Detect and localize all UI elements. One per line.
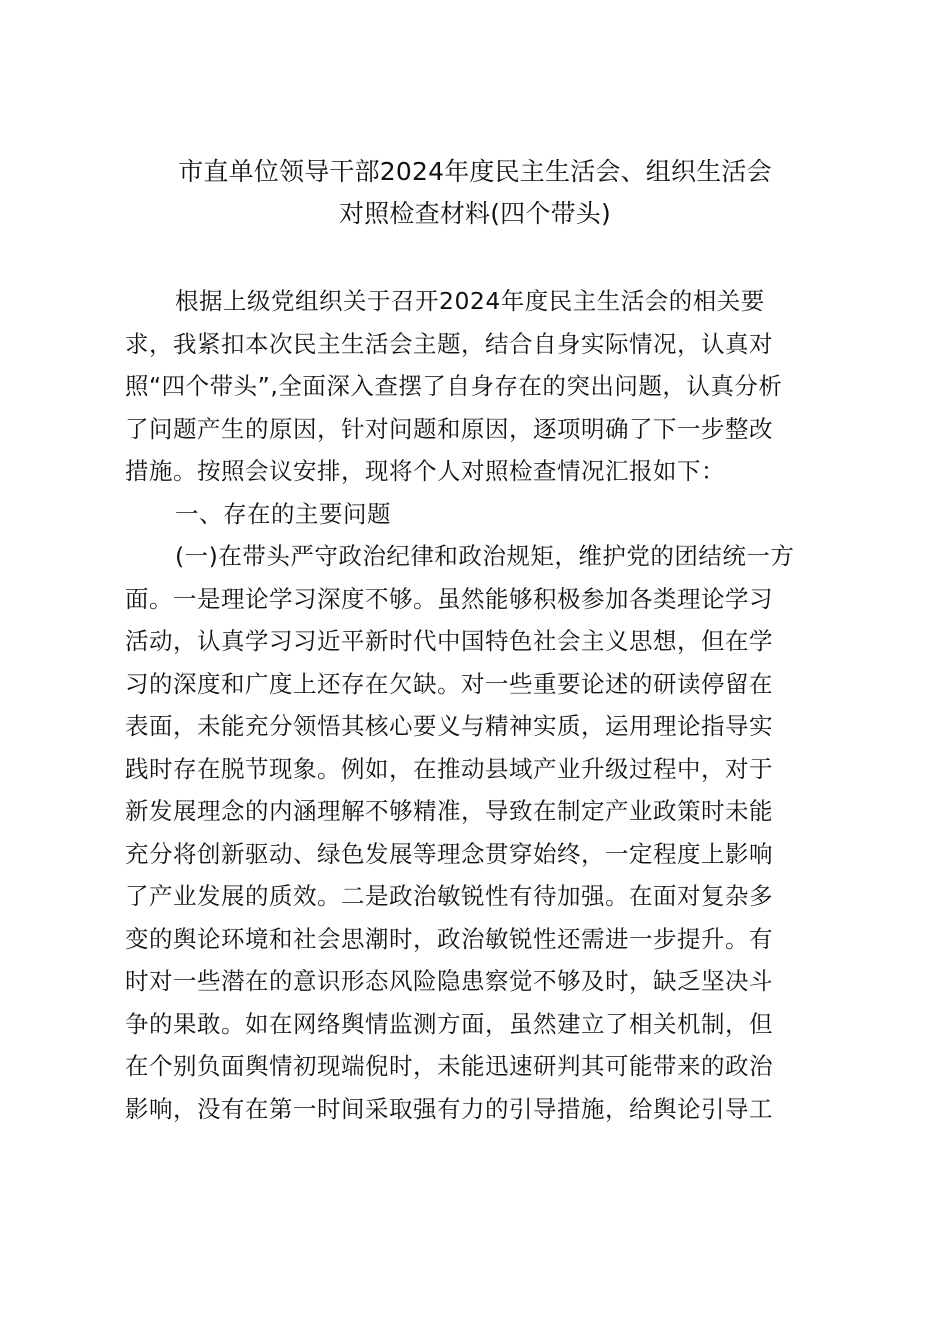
body-text-line: 活动，认真学习习近平新时代中国特色社会主义思想，但在学 [125, 627, 773, 655]
body-text-line: 践时存在脱节现象。例如，在推动县域产业升级过程中，对于 [125, 754, 773, 783]
body-text-line: 求，我紧扣本次民主生活会主题，结合自身实际情况，认真对 [125, 329, 773, 358]
body-text-line: 面。一是理论学习深度不够。虽然能够积极参加各类理论学习 [125, 584, 773, 613]
body-text-line: 根据上级党组织关于召开2024年度民主生活会的相关要 [175, 287, 765, 315]
body-text-line: 照“四个带头”,全面深入查摆了自身存在的突出问题，认真分析 [125, 372, 783, 400]
body-text-line: 在个别负面舆情初现端倪时，未能迅速研判其可能带来的政治 [125, 1052, 773, 1080]
body-text-line: 一、存在的主要问题 [175, 499, 391, 528]
body-text-line: 了问题产生的原因，针对问题和原因，逐项明确了下一步整改 [125, 414, 773, 443]
body-text-line: 充分将创新驱动、绿色发展等理念贯穿始终，一定程度上影响 [125, 839, 773, 868]
body-text-line: 措施。按照会议安排，现将个人对照检查情况汇报如下： [125, 457, 725, 485]
body-text-line: 变的舆论环境和社会思潮时，政治敏锐性还需进一步提升。有 [125, 924, 773, 953]
document-title [120, 151, 830, 235]
body-text-line: 新发展理念的内涵理解不够精准，导致在制定产业政策时未能 [125, 797, 773, 825]
body-text-line: 争的果敢。如在网络舆情监测方面，虽然建立了相关机制，但 [125, 1009, 773, 1038]
title-line-1: 市直单位领导干部2024年度民主生活会、组织生活会 [178, 157, 772, 186]
body-text-line: (一)在带头严守政治纪律和政治规矩，维护党的团结统一方 [175, 542, 795, 570]
title-line-2: 对照检查材料(四个带头) [339, 199, 611, 228]
body-text-line: 影响，没有在第一时间采取强有力的引导措施，给舆论引导工 [125, 1094, 773, 1123]
body-text-line: 时对一些潜在的意识形态风险隐患察觉不够及时，缺乏坚决斗 [125, 967, 773, 995]
body-text-line: 表面，未能充分领悟其核心要义与精神实质，运用理论指导实 [125, 712, 773, 740]
document-body [125, 280, 825, 1130]
body-text-line: 了产业发展的质效。二是政治敏锐性有待加强。在面对复杂多 [125, 882, 773, 910]
body-text-line: 习的深度和广度上还存在欠缺。对一些重要论述的研读停留在 [125, 669, 773, 698]
